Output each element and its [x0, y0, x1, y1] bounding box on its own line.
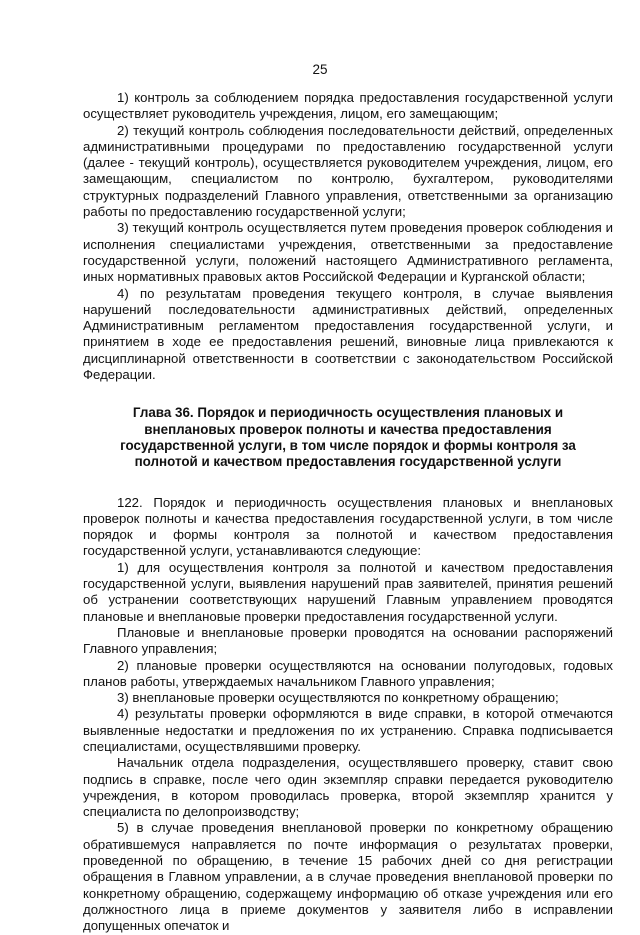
paragraph-122-plan-basis: Плановые и внеплановые проверки проводятся на основании распоряжений Главного управления;: [83, 624, 613, 657]
paragraph-122-2: 2) плановые проверки осуществляются на основании полугодовых, годовых планов работы, утверждаемых начальником Главного управления;: [83, 657, 613, 689]
paragraph-122-signature: Начальник отдела подразделения, осуществлявшего проверку, ставит свою подпись в справке, после чего один экземпляр справки передается руководителю учреждения, в котором проводилась проверка, второй экземпляр хранится у специалиста по делопроизводству;: [83, 755, 613, 820]
document-body: [83, 90, 613, 935]
paragraph-122-4: 4) результаты проверки оформляются в виде справки, в которой отмечаются выявленные недостатки и предложения по их устранению. Справка подписывается специалистами, осуществлявшими проверку.: [83, 706, 613, 754]
page-number: 25: [312, 62, 328, 77]
paragraph-control-3: 3) текущий контроль осуществляется путем проведения проверок соблюдения и исполнения специалистами учреждения, ответственными за предоставление государственной услуги, положений настоящего Административного регламента, иных нормативных правовых актов Российской Федерации и Курганской области;: [83, 220, 613, 285]
paragraph-122-5: 5) в случае проведения внеплановой проверки по конкретному обращению обратившемуся направляется по почте информация о результатах проверки, проведенной по обращению, в течение 15 рабочих дней со дня регистрации обращения в Главном управлении, а в случае проведения внеплановой проверки по конкретному обращению, содержащему информацию об отказе учреждения или его должностного лица в приеме документов у заявителя либо в исправлении допущенных опечаток и: [83, 820, 613, 934]
chapter-heading: Глава 36. Порядок и периодичность осуществления плановых и внеплановых проверок полноты и качества предоставления государственной услуги, в том числе порядок и формы контроля за полнотой и качеством предоставления государственной услуги: [120, 405, 576, 470]
paragraph-122-1: 1) для осуществления контроля за полнотой и качеством предоставления государственной услуги, выявления нарушений прав заявителей, принятия решений об устранении соответствующих нарушений Главным управлением проводятся плановые и внеплановые проверки предоставления государственной услуги.: [83, 559, 613, 624]
paragraph-control-2: 2) текущий контроль соблюдения последовательности действий, определенных административными процедурами по предоставлению государственной услуги (далее - текущий контроль), осуществляется руководителем учреждения, лицом, его замещающим, специалистом по контролю, бухгалтером, руководителями структурных подразделений Главного управления, ответственными за организацию работы по предоставлению государственной услуги;: [83, 122, 613, 220]
paragraph-control-4: 4) по результатам проведения текущего контроля, в случае выявления нарушений последовательности административных действий, определенных Административным регламентом предоставления государственной услуги, и принятием в ходе ее предоставления решений, виновные лица привлекаются к дисциплинарной ответственности в соответствии с законодательством Российской Федерации.: [83, 285, 613, 383]
paragraph-control-1: 1) контроль за соблюдением порядка предоставления государственной услуги осуществляет руководитель учреждения, лицом, его замещающим;: [83, 90, 613, 122]
paragraph-122: 122. Порядок и периодичность осуществления плановых и внеплановых проверок полноты и качества предоставления государственной услуги, в том числе порядок и формы контроля за полнотой и качеством предоставления государственной услуги, устанавливаются следующие:: [83, 494, 613, 559]
paragraph-122-3: 3) внеплановые проверки осуществляются по конкретному обращению;: [117, 690, 559, 706]
